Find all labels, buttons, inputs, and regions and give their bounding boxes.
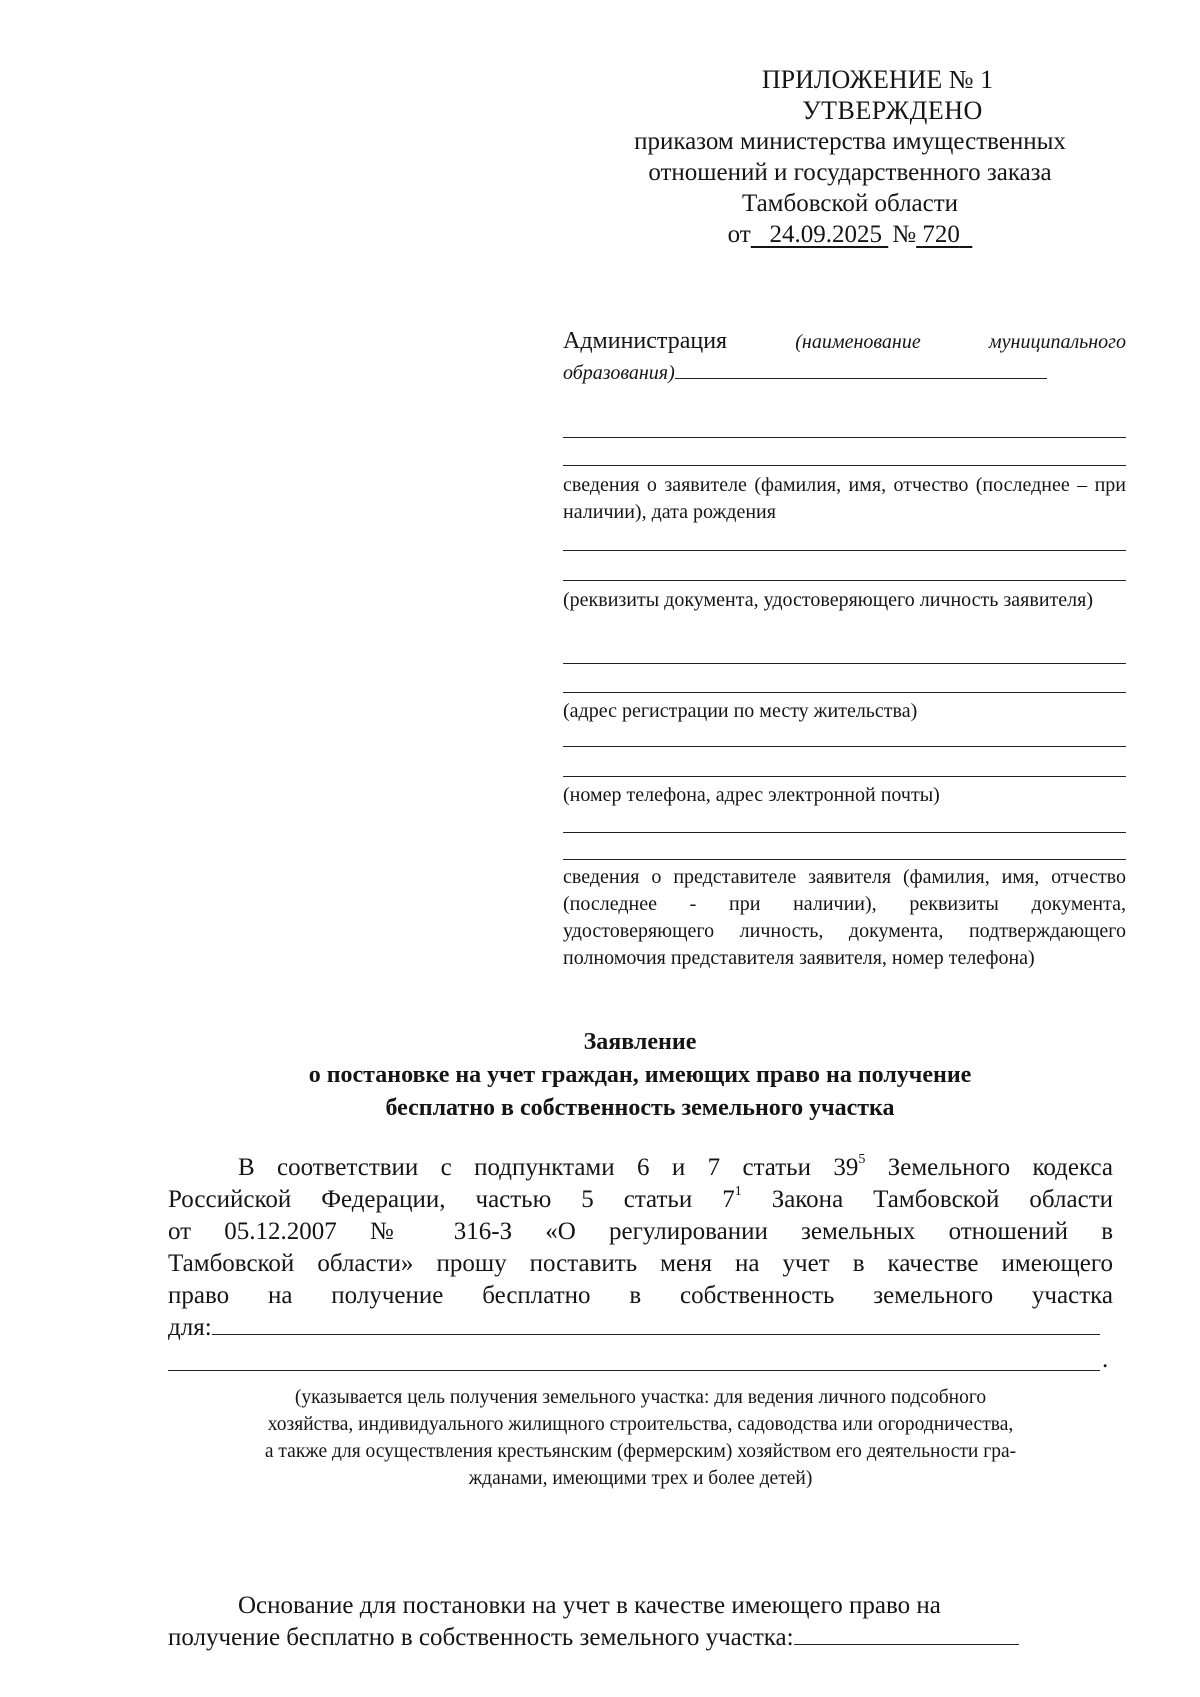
contacts-hint: (номер телефона, адрес электронной почты)	[563, 784, 940, 806]
approved-label: УТВЕРЖДЕНО	[802, 96, 983, 125]
statement-line-5: право на получение бесплатно в собственность земельного участка	[168, 1282, 1113, 1309]
statement-line-7	[168, 1344, 1113, 1376]
from-label: от	[727, 221, 751, 248]
purpose-note-line-2: хозяйства, индивидуального жилищного строительства, садоводства или огородничества,	[267, 1414, 1014, 1435]
representative-fill-line-1	[563, 832, 1126, 833]
appendix-label: ПРИЛОЖЕНИЕ № 1	[761, 65, 994, 94]
number-label: №	[892, 221, 917, 248]
purpose-period: .	[1102, 1346, 1109, 1373]
statement-line-1	[168, 1152, 1113, 1184]
address-hint: (адрес регистрации по месту жительства)	[563, 700, 918, 722]
statement-line-2	[168, 1184, 1113, 1216]
order-line-2: отношений и государственного заказа	[648, 159, 1052, 186]
statement-line-1-b: Земельного кодекса	[865, 1154, 1114, 1181]
order-date-value: 24.09.2025	[769, 221, 882, 248]
address-fill-line-2	[563, 746, 1126, 747]
municipality-hint-2: образования)	[563, 362, 675, 384]
statement-paragraph	[168, 1152, 1113, 1376]
basis-line-2	[168, 1622, 1113, 1654]
order-line-1: приказом министерства имущественных	[634, 128, 1066, 155]
law-superscript: 1	[734, 1184, 742, 1199]
order-date	[751, 221, 889, 248]
statement-line-2-b: Закона Тамбовской области	[741, 1186, 1113, 1213]
basis-line-1: Основание для постановки на учет в качестве имеющего право на	[238, 1592, 941, 1619]
title-line-2: о постановке на учет граждан, имеющих право на получение	[308, 1062, 972, 1088]
identity-fill-line-2	[563, 663, 1126, 664]
identity-fill-line-1	[563, 580, 1126, 581]
applicant-fill-line-1	[563, 465, 1126, 466]
order-date-number	[600, 219, 1100, 250]
basis-paragraph	[168, 1590, 1113, 1654]
statement-line-2-a: Российской Федерации, частью 5 статьи 7	[168, 1186, 735, 1213]
title-line-1: Заявление	[583, 1029, 697, 1055]
approval-block	[600, 64, 1100, 250]
municipality-fill-line	[675, 377, 1047, 379]
article-superscript: 5	[858, 1152, 866, 1167]
statement-line-1-a: В соответствии с подпунктами 6 и 7 статьи 39	[238, 1154, 859, 1181]
administration-line	[563, 328, 1126, 356]
purpose-note-line-3: а также для осуществления крестьянским (фермерским) хозяйством его деятельности гра-	[264, 1441, 1017, 1462]
administration-fill-line-1	[563, 437, 1126, 438]
address-fill-line-1	[563, 692, 1126, 693]
applicant-info-hint: сведения о заявителе (фамилия, имя, отчество (последнее – при наличии), дата рождения	[563, 474, 1126, 523]
purpose-fill-line-1	[212, 1333, 1100, 1335]
representative-fill-line-2	[563, 859, 1126, 860]
title-line-3: бесплатно в собственность земельного участка	[385, 1095, 895, 1121]
purpose-fill-line-2	[168, 1369, 1100, 1371]
purpose-note	[168, 1384, 1113, 1492]
statement-lines	[168, 1152, 1113, 1376]
purpose-note-line-1: (указывается цель получения земельного участка: для ведения личного подсобного	[294, 1387, 987, 1408]
purpose-label: для:	[168, 1314, 212, 1341]
document-title	[160, 1026, 1120, 1125]
basis-line-2-text: получение бесплатно в собственность земельного участка:	[168, 1624, 794, 1651]
purpose-note-line-4: жданами, имеющими трех и более детей)	[468, 1468, 813, 1489]
statement-line-3: от 05.12.2007 № 316-З «О регулировании земельных отношений в	[168, 1218, 1113, 1245]
order-line-3: Тамбовской области	[741, 190, 959, 217]
identity-doc-hint: (реквизиты документа, удостоверяющего личность заявителя)	[563, 589, 1093, 611]
municipality-hint-1: (наименование муниципального	[795, 331, 1126, 353]
statement-line-4: Тамбовской области» прошу поставить меня на учет в качестве имеющего	[168, 1250, 1113, 1277]
municipality-line	[563, 360, 1126, 387]
order-number	[916, 221, 972, 248]
administration-label: Администрация	[563, 328, 728, 354]
order-number-value: 720	[922, 221, 960, 248]
contacts-fill-line-1	[563, 776, 1126, 777]
applicant-fill-line-2	[563, 550, 1126, 551]
statement-line-6	[168, 1312, 1113, 1344]
basis-fill-line	[794, 1643, 1019, 1645]
representative-hint: сведения о представителе заявителя (фамилия, имя, отчество (последнее - при наличии), реквизиты документа, удостоверяющего личность, документа, подтверждающего полномочия представителя заявителя, номер телефона)	[563, 866, 1126, 969]
